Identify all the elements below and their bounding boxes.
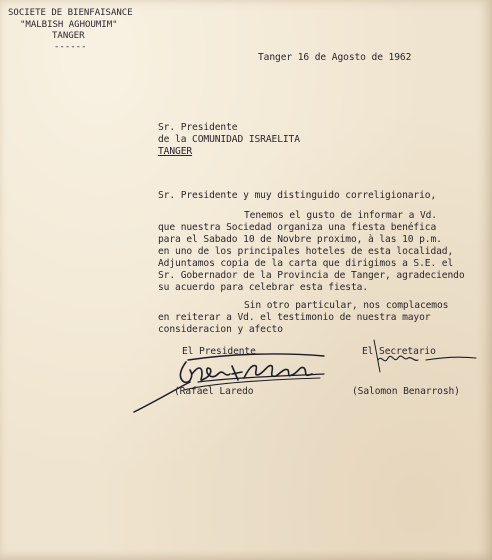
president-title: El Presidente [182,346,256,357]
paragraph2-line-2: en reiterar a Vd. el testimonio de nuestra mayor [158,312,431,323]
secretary-signature [372,336,482,376]
paragraph1-line-6: Sr. Gobernador de la Provincia de Tanger, agradeciendo [158,270,465,281]
paragraph1-line-2: que nuestra Sociedad organiza una fiesta benéfica [158,222,437,233]
salutation: Sr. Presidente y muy distinguido correligionario, [158,190,437,201]
letterhead-line-3: TANGER [52,31,85,41]
paragraph1-line-4: en uno de los principales hoteles de esta localidad, [158,246,454,257]
letterhead-line-2: "MALBISH AGHOUMIM" [20,20,118,30]
recipient-line-1: Sr. Presidente [158,122,238,133]
paragraph2-line-1: Sin otro particular, nos complacemos [244,300,449,311]
secretary-title: El Secretario [362,346,436,357]
paragraph1-line-5: Adjuntamos copia de la carta que dirigimos a S.E. el [158,258,454,269]
president-name: (Rafael Laredo [174,386,254,397]
recipient-line-2: de la COMUNIDAD ISRAELITA [158,134,300,145]
paragraph1-line-7: su acuerdo para celebrar esta fiesta. [158,282,369,293]
recipient-line-3: TANGER [158,146,193,157]
paragraph1-line-1: Tenemos el gusto de informar a Vd. [244,210,437,221]
secretary-name: (Salomon Benarrosh) [352,386,460,397]
letterhead-line-4: ------ [54,42,87,52]
letterhead-line-1: SOCIETE DE BIENFAISANCE [8,8,133,18]
paragraph1-line-3: para el Sabado 10 de Novbre proximo, à las 10 p.m. [158,234,442,245]
paragraph2-line-3: consideracion y afecto [158,324,283,335]
date-line: Tanger 16 de Agosto de 1962 [258,52,412,63]
